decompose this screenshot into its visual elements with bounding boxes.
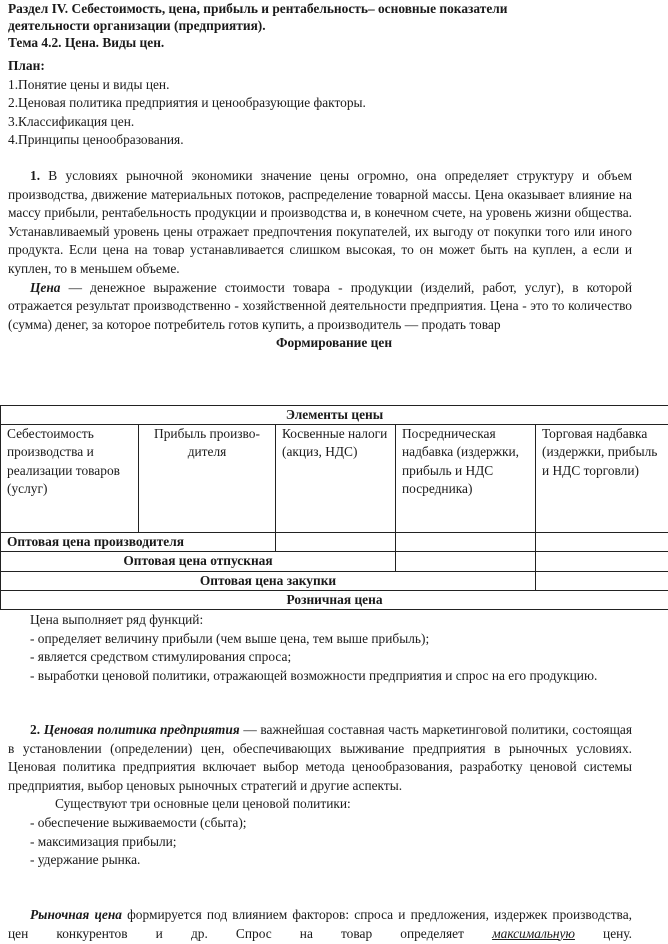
plan-title: План: <box>8 58 45 73</box>
term-pricing-policy: Ценовая политика предприятия <box>43 722 240 737</box>
table-empty-cell <box>536 552 668 571</box>
table-empty-cell <box>396 552 536 571</box>
section1-paragraph-2 <box>0 279 668 335</box>
plan-item-1: 1.Понятие цены и виды цен. <box>8 76 170 92</box>
term-price: Цена <box>30 279 61 295</box>
document-header <box>0 0 668 53</box>
section2-paragraph-text: — важнейшая составная часть маркетинговой политики, состоящая в установлении (определении) цен, обеспечивающих выживание предприятия в рыночных условиях. Ценовая политика предприятия включает выбор метода ценообразования, разработку ценовой системы предприятия, выбор ценовых рыночных стратегий и другие аспекты. <box>8 722 633 793</box>
goal-item-2: - максимизация прибыли; <box>30 833 177 849</box>
row-wholesale-purchase-price: Оптовая цена закупки <box>1 571 536 590</box>
plan-item-3: 3.Классификация цен. <box>8 113 135 129</box>
functions-block <box>0 611 668 685</box>
goal-item-1: - обеспечение выживаемости (сбыта); <box>30 814 247 830</box>
term-market-price: Рыночная цена <box>30 907 122 922</box>
section1-paragraph-1-text: В условиях рыночной экономики значение цены огромно, она определяет структуру и объем производства, движение материальных потоков, распределение товарной массы. Цена оказывает влияние на массу прибыли, рентабельность продукции и производства и, в конечном счете, на уровень жизни общества. Устанавливаемый уровень цены отражает предпочтения покупателей, их выгоду от покупки того или иного продукта. Если цена на товар устанавливается слишком высокая, то он может быть на куплен, а если и куплен, то в меньшем объеме. <box>8 168 632 276</box>
section2-paragraph <box>0 721 668 795</box>
section-2 <box>0 721 668 870</box>
section1-paragraph-2-text: — денежное выражение стоимости товара - продукции (изделий, работ, услуг), в которой отражается результат производственно - хозяйственной деятельности предприятия. Цена - это то количество (сумма) денег, за которое потребитель готов купить, а производитель — продать товар <box>8 279 632 332</box>
table-empty-cell <box>536 533 668 552</box>
term-maximum: максимальную <box>492 925 575 941</box>
market-price-text-a: формируется под влиянием факторов: спроса и предложения, издержек производства, цен конкурентов и др. Спрос на товар определяет <box>8 907 632 941</box>
column-taxes: Косвенные налоги (акциз, НДС) <box>276 425 396 533</box>
section2-number: 2. <box>30 722 41 737</box>
row-wholesale-selling-price: Оптовая цена отпускная <box>1 552 396 571</box>
table-row <box>1 590 668 609</box>
function-item-2: - является средством стимулирования спроса; <box>30 649 292 665</box>
plan-item-2: 2.Ценовая политика предприятия и ценообразующие факторы. <box>8 95 366 111</box>
column-cost: Себестоимость производства и реализации товаров (услуг) <box>1 425 139 533</box>
section-title-line1: Раздел IV. Себестоимость, цена, прибыль и рентабельность– основные показатели <box>8 1 508 16</box>
goal-item-3: - удержание рынка. <box>30 852 141 868</box>
table-title: Формирование цен <box>275 335 393 351</box>
function-item-3: - выработки ценовой политики, отражающей возможности предприятия и спрос на его продукцию. <box>30 667 598 683</box>
section1-paragraph-1 <box>0 167 668 279</box>
plan-item-4: 4.Принципы ценообразования. <box>8 132 184 148</box>
market-price-text-b: цену. <box>574 925 633 941</box>
functions-intro: Цена выполняет ряд функций: <box>30 612 204 627</box>
column-profit: Прибыль произво-дителя <box>139 425 276 533</box>
market-price-block <box>0 906 668 943</box>
price-formation-table-wrap <box>0 405 668 610</box>
row-producer-wholesale-price: Оптовая цена производителя <box>1 533 276 552</box>
column-trade-markup: Торговая надбавка (издержки, прибыль и НДС торговли) <box>536 425 668 533</box>
section1-number: 1. <box>30 168 41 183</box>
table-header-cell: Элементы цены <box>1 406 668 425</box>
table-columns-row <box>1 425 668 533</box>
table-header-row <box>1 406 668 425</box>
row-retail-price: Розничная цена <box>1 590 668 609</box>
column-intermediary-markup: Посредническая надбавка (издержки, прибыль и НДС посредника) <box>396 425 536 533</box>
goals-intro: Существуют три основные цели ценовой политики: <box>55 796 351 812</box>
table-row <box>1 533 668 552</box>
table-empty-cell <box>396 533 536 552</box>
section-title-line2: деятельности организации (предприятия). <box>8 17 266 33</box>
topic-title: Тема 4.2. Цена. Виды цен. <box>8 35 165 51</box>
table-row <box>1 571 668 590</box>
table-empty-cell <box>536 571 668 590</box>
function-item-1: - определяет величину прибыли (чем выше цена, тем выше прибыль); <box>30 630 430 646</box>
plan-block <box>0 57 668 150</box>
section-1 <box>0 167 668 353</box>
table-row <box>1 552 668 571</box>
table-empty-cell <box>276 533 396 552</box>
price-formation-table <box>0 405 668 610</box>
market-price-paragraph <box>0 906 668 943</box>
